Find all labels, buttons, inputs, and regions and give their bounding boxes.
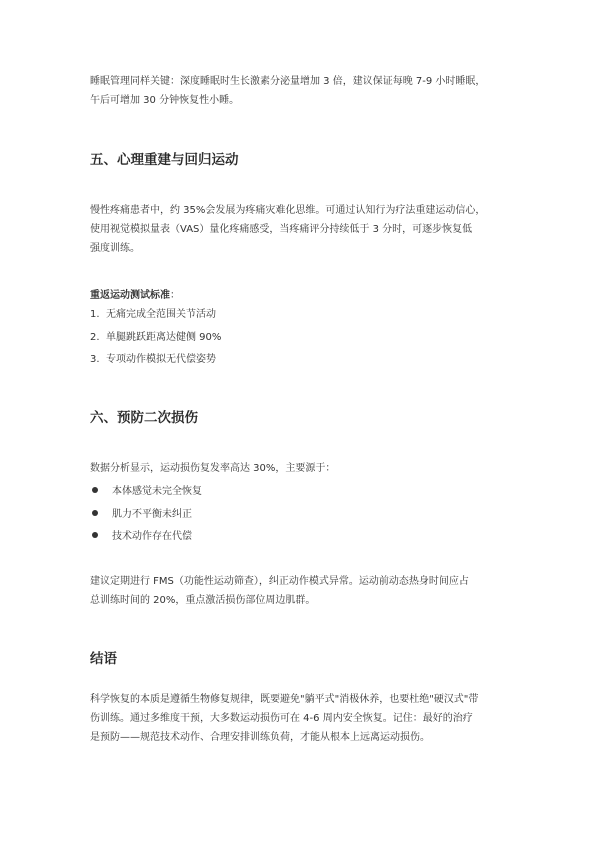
criteria-item	[90, 308, 216, 322]
paragraph-line: 慢性疼痛患者中，约 35%会发展为疼痛灾难化思维。可通过认知行为疗法重建运动信心，	[90, 205, 486, 216]
paragraph-line: 总训练时间的 20%，重点激活损伤部位周边肌群。	[90, 595, 316, 606]
list-item	[90, 485, 202, 499]
bullet-icon	[92, 510, 98, 516]
paragraph-line: 睡眠管理同样关键：深度睡眠时生长激素分泌量增加 3 倍，建议保证每晚 7-9 小时睡眠，	[90, 76, 486, 87]
section6-heading: 六、预防二次损伤	[90, 410, 198, 426]
paragraph-line: 建议定期进行 FMS（功能性运动筛查），纠正动作模式异常。运动前动态热身时间应占	[90, 576, 469, 587]
criteria-text: 专项动作模拟无代偿姿势	[106, 354, 216, 365]
criteria-label: 重返运动测试标准	[90, 290, 170, 301]
criteria-text: 单腿跳跃距离达健侧 90%	[106, 332, 222, 343]
conclusion-heading: 结语	[90, 651, 117, 667]
list-item-text: 肌力不平衡未纠正	[112, 509, 192, 520]
sleep-paragraph	[90, 72, 515, 110]
criteria-number: 3.	[90, 354, 100, 365]
section6-intro	[90, 459, 515, 478]
paragraph-line: 数据分析显示，运动损伤复发率高达 30%，主要源于：	[90, 463, 336, 474]
bullet-icon	[92, 487, 98, 493]
section6-paragraph	[90, 572, 515, 610]
criteria-number: 1.	[90, 309, 100, 320]
criteria-heading	[90, 286, 180, 301]
list-item-text: 本体感觉未完全恢复	[112, 486, 202, 497]
conclusion-paragraph	[90, 690, 515, 747]
criteria-text: 无痛完成全范围关节活动	[106, 309, 216, 320]
list-item-text: 技术动作存在代偿	[112, 531, 192, 542]
section5-heading: 五、心理重建与回归运动	[90, 152, 239, 168]
criteria-item	[90, 331, 221, 345]
paragraph-line: 午后可增加 30 分钟恢复性小睡。	[90, 95, 240, 106]
list-item	[90, 530, 192, 544]
list-item	[90, 508, 192, 522]
paragraph-line: 是预防——规范技术动作、合理安排训练负荷，才能从根本上远离运动损伤。	[90, 732, 430, 743]
paragraph-line: 使用视觉模拟量表（VAS）量化疼痛感受，当疼痛评分持续低于 3 分时，可逐步恢复低	[90, 224, 473, 235]
section5-paragraph	[90, 201, 515, 258]
criteria-number: 2.	[90, 332, 100, 343]
criteria-item	[90, 353, 216, 367]
bullet-icon	[92, 532, 98, 538]
paragraph-line: 伤训练。通过多维度干预，大多数运动损伤可在 4-6 周内安全恢复。记住：最好的治疗	[90, 713, 473, 724]
paragraph-line: 科学恢复的本质是遵循生物修复规律，既要避免"躺平式"消极休养，也要杜绝"硬汉式"带	[90, 694, 479, 705]
paragraph-line: 强度训练。	[90, 243, 140, 254]
criteria-colon: ：	[170, 290, 180, 301]
